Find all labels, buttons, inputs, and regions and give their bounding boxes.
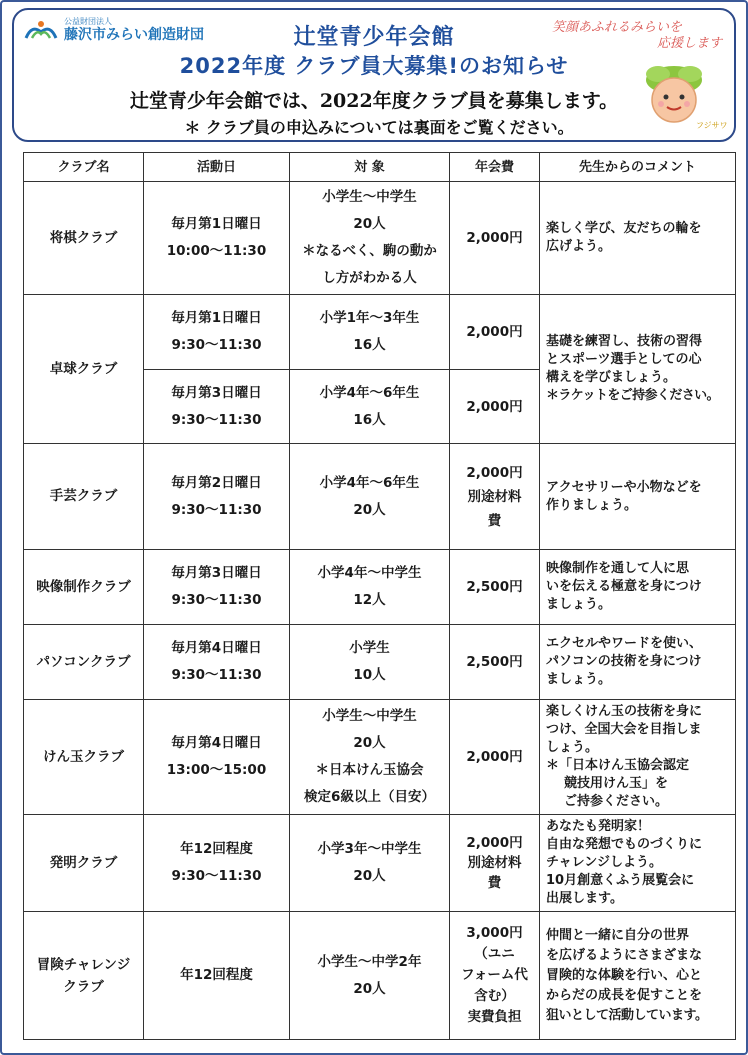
target-line: 小学4年〜6年生 <box>319 384 420 401</box>
comment-line: 競技用けん玉」を <box>564 776 669 791</box>
activity-day <box>144 815 290 912</box>
activity-day <box>144 912 290 1040</box>
target-line: 10人 <box>353 667 386 683</box>
annual-fee <box>450 815 540 912</box>
fee-line: 実費負担 <box>467 1009 522 1025</box>
comment-line: 冒険的な体験を行い、心と <box>546 967 703 983</box>
target <box>290 182 450 295</box>
time-text: 9:30〜11:30 <box>171 337 262 353</box>
comment-line: 作りましょう。 <box>546 497 638 513</box>
comment-line: ＊ラケットをご持参ください。 <box>546 388 719 403</box>
comment-line: アクセサリーや小物などを <box>546 479 702 495</box>
target-line: 20人 <box>353 735 386 751</box>
comment-line: ご持参ください。 <box>564 794 669 809</box>
target-line: し方がわかる人 <box>322 270 417 286</box>
target <box>290 912 450 1040</box>
fee-line: 2,000円 <box>466 835 523 851</box>
table-row-video <box>24 550 736 625</box>
target <box>290 550 450 625</box>
header-activity-day: 活動日 <box>144 153 290 182</box>
day-text: 毎月第4日曜日 <box>171 640 262 656</box>
target-line: 検定6級以上（目安） <box>304 789 435 805</box>
fee-line: 含む） <box>474 988 515 1004</box>
target <box>290 700 450 815</box>
activity-day <box>144 700 290 815</box>
teacher-comment <box>540 550 736 625</box>
annual-fee: 2,500円 <box>450 550 540 625</box>
target-line: 20人 <box>353 980 386 997</box>
activity-day <box>144 444 290 550</box>
comment-line: とスポーツ選手としての心 <box>546 352 702 367</box>
teacher-comment <box>540 700 736 815</box>
comment-line: 構えを学びましょう。 <box>546 370 677 385</box>
header-club-name: クラブ名 <box>24 153 144 182</box>
comment-line: を広げるようにさまざまな <box>546 947 703 963</box>
table-row-pc <box>24 625 736 700</box>
target-line: 12人 <box>353 592 386 608</box>
comment-line: チャレンジしよう。 <box>546 855 662 870</box>
page-subtitle: 2022年度 クラブ員大募集!のお知らせ <box>179 54 569 78</box>
teacher-comment <box>540 295 736 444</box>
intro-text: 辻堂青少年会館では、2022年度クラブ員を募集します。 <box>129 90 619 112</box>
annual-fee: 2,000円 <box>450 700 540 815</box>
comment-line: 仲間と一緒に自分の世界 <box>546 927 690 943</box>
comment-line: 楽しく学び、友だちの輪を <box>546 221 702 236</box>
target-line: 小学4年〜中学生 <box>317 565 422 581</box>
comment-line: 広げよう。 <box>546 239 612 254</box>
fee-line: 費 <box>487 875 502 891</box>
target-line: 16人 <box>353 411 386 428</box>
table-row-shogi <box>24 182 736 295</box>
fee-line: 費 <box>487 512 502 529</box>
header-target: 対 象 <box>290 153 450 182</box>
comment-line: いを伝える極意を身につけ <box>546 579 702 594</box>
table-row-invention <box>24 815 736 912</box>
time-text: 10:00〜11:30 <box>166 243 267 259</box>
teacher-comment <box>540 444 736 550</box>
org-name: 藤沢市みらい創造財団 <box>64 27 204 43</box>
target-line: 小学4年〜6年生 <box>319 474 420 491</box>
annual-fee <box>450 444 540 550</box>
header-annual-fee: 年会費 <box>450 153 540 182</box>
table-row-kendama <box>24 700 736 815</box>
day-text: 毎月第4日曜日 <box>171 735 262 751</box>
mascot-icon <box>634 52 728 132</box>
fee-line: 3,000円 <box>466 925 523 941</box>
target-line: 小学生〜中学生 <box>322 708 417 724</box>
target <box>290 815 450 912</box>
target-line: 小学生 <box>349 640 390 656</box>
club-name: 卓球クラブ <box>24 295 144 444</box>
comment-line: 10月創意くふう展覧会に <box>546 873 695 888</box>
comment-line: 基礎を練習し、技術の習得 <box>546 334 703 349</box>
comment-line: 楽しくけん玉の技術を身に <box>546 704 703 719</box>
day-text: 毎月第3日曜日 <box>171 384 262 401</box>
comment-line: 映像制作を通して人に思 <box>546 561 690 576</box>
target-line: 16人 <box>353 337 386 353</box>
table-header-row <box>24 153 736 182</box>
slogan <box>542 20 722 52</box>
teacher-comment <box>540 912 736 1040</box>
day-text: 年12回程度 <box>180 841 253 857</box>
target-line: ＊日本けん玉協会 <box>315 762 424 778</box>
target <box>290 370 450 444</box>
fee-line: フォーム代 <box>461 967 528 983</box>
comment-line: エクセルやワードを使い、 <box>546 636 703 651</box>
club-name: パソコンクラブ <box>24 625 144 700</box>
comment-line: ＊「日本けん玉協会認定 <box>546 758 690 773</box>
target-line: 20人 <box>353 868 386 884</box>
club-name: 手芸クラブ <box>24 444 144 550</box>
activity-day <box>144 625 290 700</box>
teacher-comment <box>540 815 736 912</box>
target-line: 20人 <box>353 501 386 518</box>
target-line: 小学生〜中学2年 <box>317 953 422 970</box>
activity-day <box>144 370 290 444</box>
time-text: 9:30〜11:30 <box>171 501 262 518</box>
org-sub: 公益財団法人 <box>64 17 112 26</box>
table-row-pingpong-a <box>24 295 736 370</box>
comment-line: ましょう。 <box>546 672 612 687</box>
club-name <box>24 912 144 1040</box>
club-name-line: クラブ <box>63 978 104 995</box>
page-title: 辻堂青少年会館 <box>293 25 455 50</box>
club-name-line: 冒険チャレンジ <box>36 956 131 973</box>
annual-fee: 2,500円 <box>450 625 540 700</box>
time-text: 9:30〜11:30 <box>171 592 262 608</box>
annual-fee: 2,000円 <box>450 370 540 444</box>
club-name: けん玉クラブ <box>24 700 144 815</box>
activity-day <box>144 295 290 370</box>
comment-line: 狙いとして活動しています。 <box>546 1007 708 1023</box>
target <box>290 295 450 370</box>
day-text: 毎月第2日曜日 <box>171 474 262 491</box>
club-name: 映像制作クラブ <box>24 550 144 625</box>
activity-day <box>144 182 290 295</box>
mascot-tag: フジサワ <box>696 121 728 130</box>
teacher-comment <box>540 182 736 295</box>
time-text: 9:30〜11:30 <box>171 667 262 683</box>
day-text: 毎月第3日曜日 <box>171 565 262 581</box>
comment-line: つけ、全国大会を目指しま <box>546 722 702 737</box>
comment-line: パソコンの技術を身につけ <box>546 654 702 669</box>
table-row-crafts <box>24 444 736 550</box>
annual-fee: 2,000円 <box>450 182 540 295</box>
slogan-line-1: 笑顔あふれるみらいを <box>551 20 682 35</box>
club-table <box>23 152 736 1040</box>
target-line: 小学生〜中学生 <box>322 189 417 205</box>
comment-line: あなたも発明家！ <box>546 819 651 834</box>
day-text: 毎月第1日曜日 <box>171 216 262 232</box>
day-text: 毎月第1日曜日 <box>171 310 262 326</box>
comment-line: しょう。 <box>546 740 599 755</box>
target <box>290 444 450 550</box>
slogan-line-2: 応援します <box>656 36 722 51</box>
activity-day <box>144 550 290 625</box>
target-line: ＊なるべく、駒の動か <box>302 243 437 259</box>
table-row-adventure <box>24 912 736 1040</box>
comment-line: ましょう。 <box>546 597 612 612</box>
comment-line: からだの成長を促すことを <box>546 987 703 1003</box>
target-line: 20人 <box>353 216 386 232</box>
teacher-comment <box>540 625 736 700</box>
fee-line: 別途材料 <box>467 488 522 505</box>
time-text: 9:30〜11:30 <box>171 868 262 884</box>
time-text: 9:30〜11:30 <box>171 411 262 428</box>
day-text: 年12回程度 <box>180 967 253 983</box>
time-text: 13:00〜15:00 <box>166 762 267 778</box>
target-line: 小学1年〜3年生 <box>319 310 420 326</box>
fee-line: 別途材料 <box>467 855 522 871</box>
header-box <box>12 8 736 142</box>
target-line: 小学3年〜中学生 <box>317 841 422 857</box>
fee-line: （ユニ <box>474 946 515 962</box>
club-name: 発明クラブ <box>24 815 144 912</box>
club-name: 将棋クラブ <box>24 182 144 295</box>
comment-line: 出展します。 <box>546 891 623 906</box>
application-note: ＊ クラブ員の申込みについては裏面をご覧ください。 <box>184 118 574 137</box>
fee-line: 2,000円 <box>466 464 523 481</box>
comment-line: 自由な発想でものづくりに <box>546 837 703 852</box>
annual-fee <box>450 912 540 1040</box>
target <box>290 625 450 700</box>
annual-fee: 2,000円 <box>450 295 540 370</box>
header-comment: 先生からのコメント <box>540 153 736 182</box>
